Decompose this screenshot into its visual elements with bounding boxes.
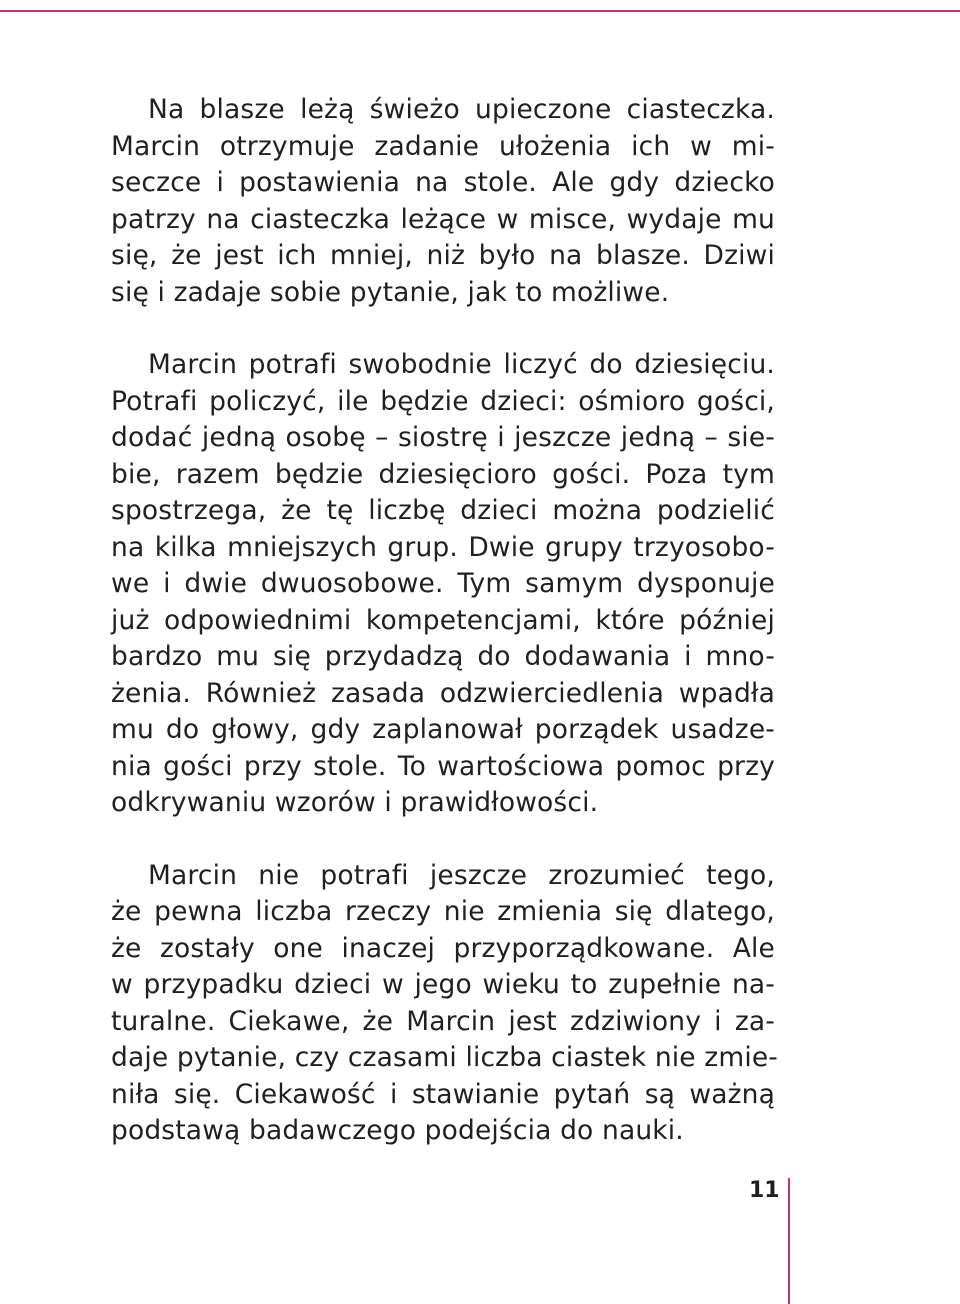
text-line: bie, razem będzie dziesięcioro gości. Poza tym [111, 458, 775, 490]
paragraph [111, 347, 775, 822]
text-line: się, że jest ich mniej, niż było na blasze. Dziwi [111, 240, 775, 271]
text-line: turalne. Ciekawe, że Marcin jest zdziwiony i za- [111, 1005, 775, 1037]
text-line: Marcin otrzymuje zadanie ułożenia ich w mi- [111, 130, 775, 162]
text-line: że zostały one inaczej przyporządkowane. Ale [111, 932, 775, 964]
text-line: że pewna liczba rzeczy nie zmienia się dlatego, [111, 896, 775, 927]
text-line: w przypadku dzieci w jego wieku to zupełnie na- [111, 969, 775, 1000]
text-line: odkrywaniu wzorów i prawidłowości. [111, 787, 599, 818]
text-line: we i dwie dwuosobowe. Tym samym dysponuje [111, 568, 775, 599]
page-number: 11 [749, 1178, 780, 1203]
top-accent-rule [0, 10, 960, 12]
text-line: spostrzega, że tę liczbę dzieci można podzielić [111, 495, 775, 526]
text-line: Marcin nie potrafi jeszcze zrozumieć tego, [148, 859, 775, 891]
text-line: patrzy na ciasteczka leżące w misce, wydaje mu [111, 203, 775, 235]
text-line: na kilka mniejszych grup. Dwie grupy trzyosobo- [111, 531, 775, 563]
text-line: Potrafi policzyć, ile będzie dzieci: ośmioro gości, [111, 385, 775, 417]
page-number-accent-rule [788, 1178, 790, 1304]
paragraph [111, 858, 779, 1150]
text-line: już odpowiednimi kompetencjami, które później [111, 604, 775, 636]
text-line: niła się. Ciekawość i stawianie pytań są ważną [111, 1078, 775, 1110]
body-text [111, 92, 779, 1150]
text-line: mu do głowy, gdy zaplanował porządek usadze- [111, 714, 775, 745]
text-line: Na blasze leżą świeżo upieczone ciasteczka. [148, 94, 775, 125]
paragraph [111, 92, 775, 311]
text-line: nia gości przy stole. To wartościowa pomoc przy [111, 750, 775, 782]
text-line: żenia. Również zasada odzwierciedlenia wpadła [111, 677, 775, 709]
text-line: bardzo mu się przydadzą do dodawania i mno- [111, 641, 775, 672]
text-line: seczce i postawienia na stole. Ale gdy dziecko [111, 167, 775, 198]
text-line: daje pytanie, czy czasami liczba ciastek nie zmie- [111, 1042, 779, 1073]
text-line: podstawą badawczego podejścia do nauki. [111, 1115, 684, 1146]
text-line: Marcin potrafi swobodnie liczyć do dziesięciu. [148, 349, 775, 380]
text-line: się i zadaje sobie pytanie, jak to możliwe. [111, 276, 670, 308]
text-line: dodać jedną osobę – siostrę i jeszcze jedną – sie- [111, 422, 775, 453]
